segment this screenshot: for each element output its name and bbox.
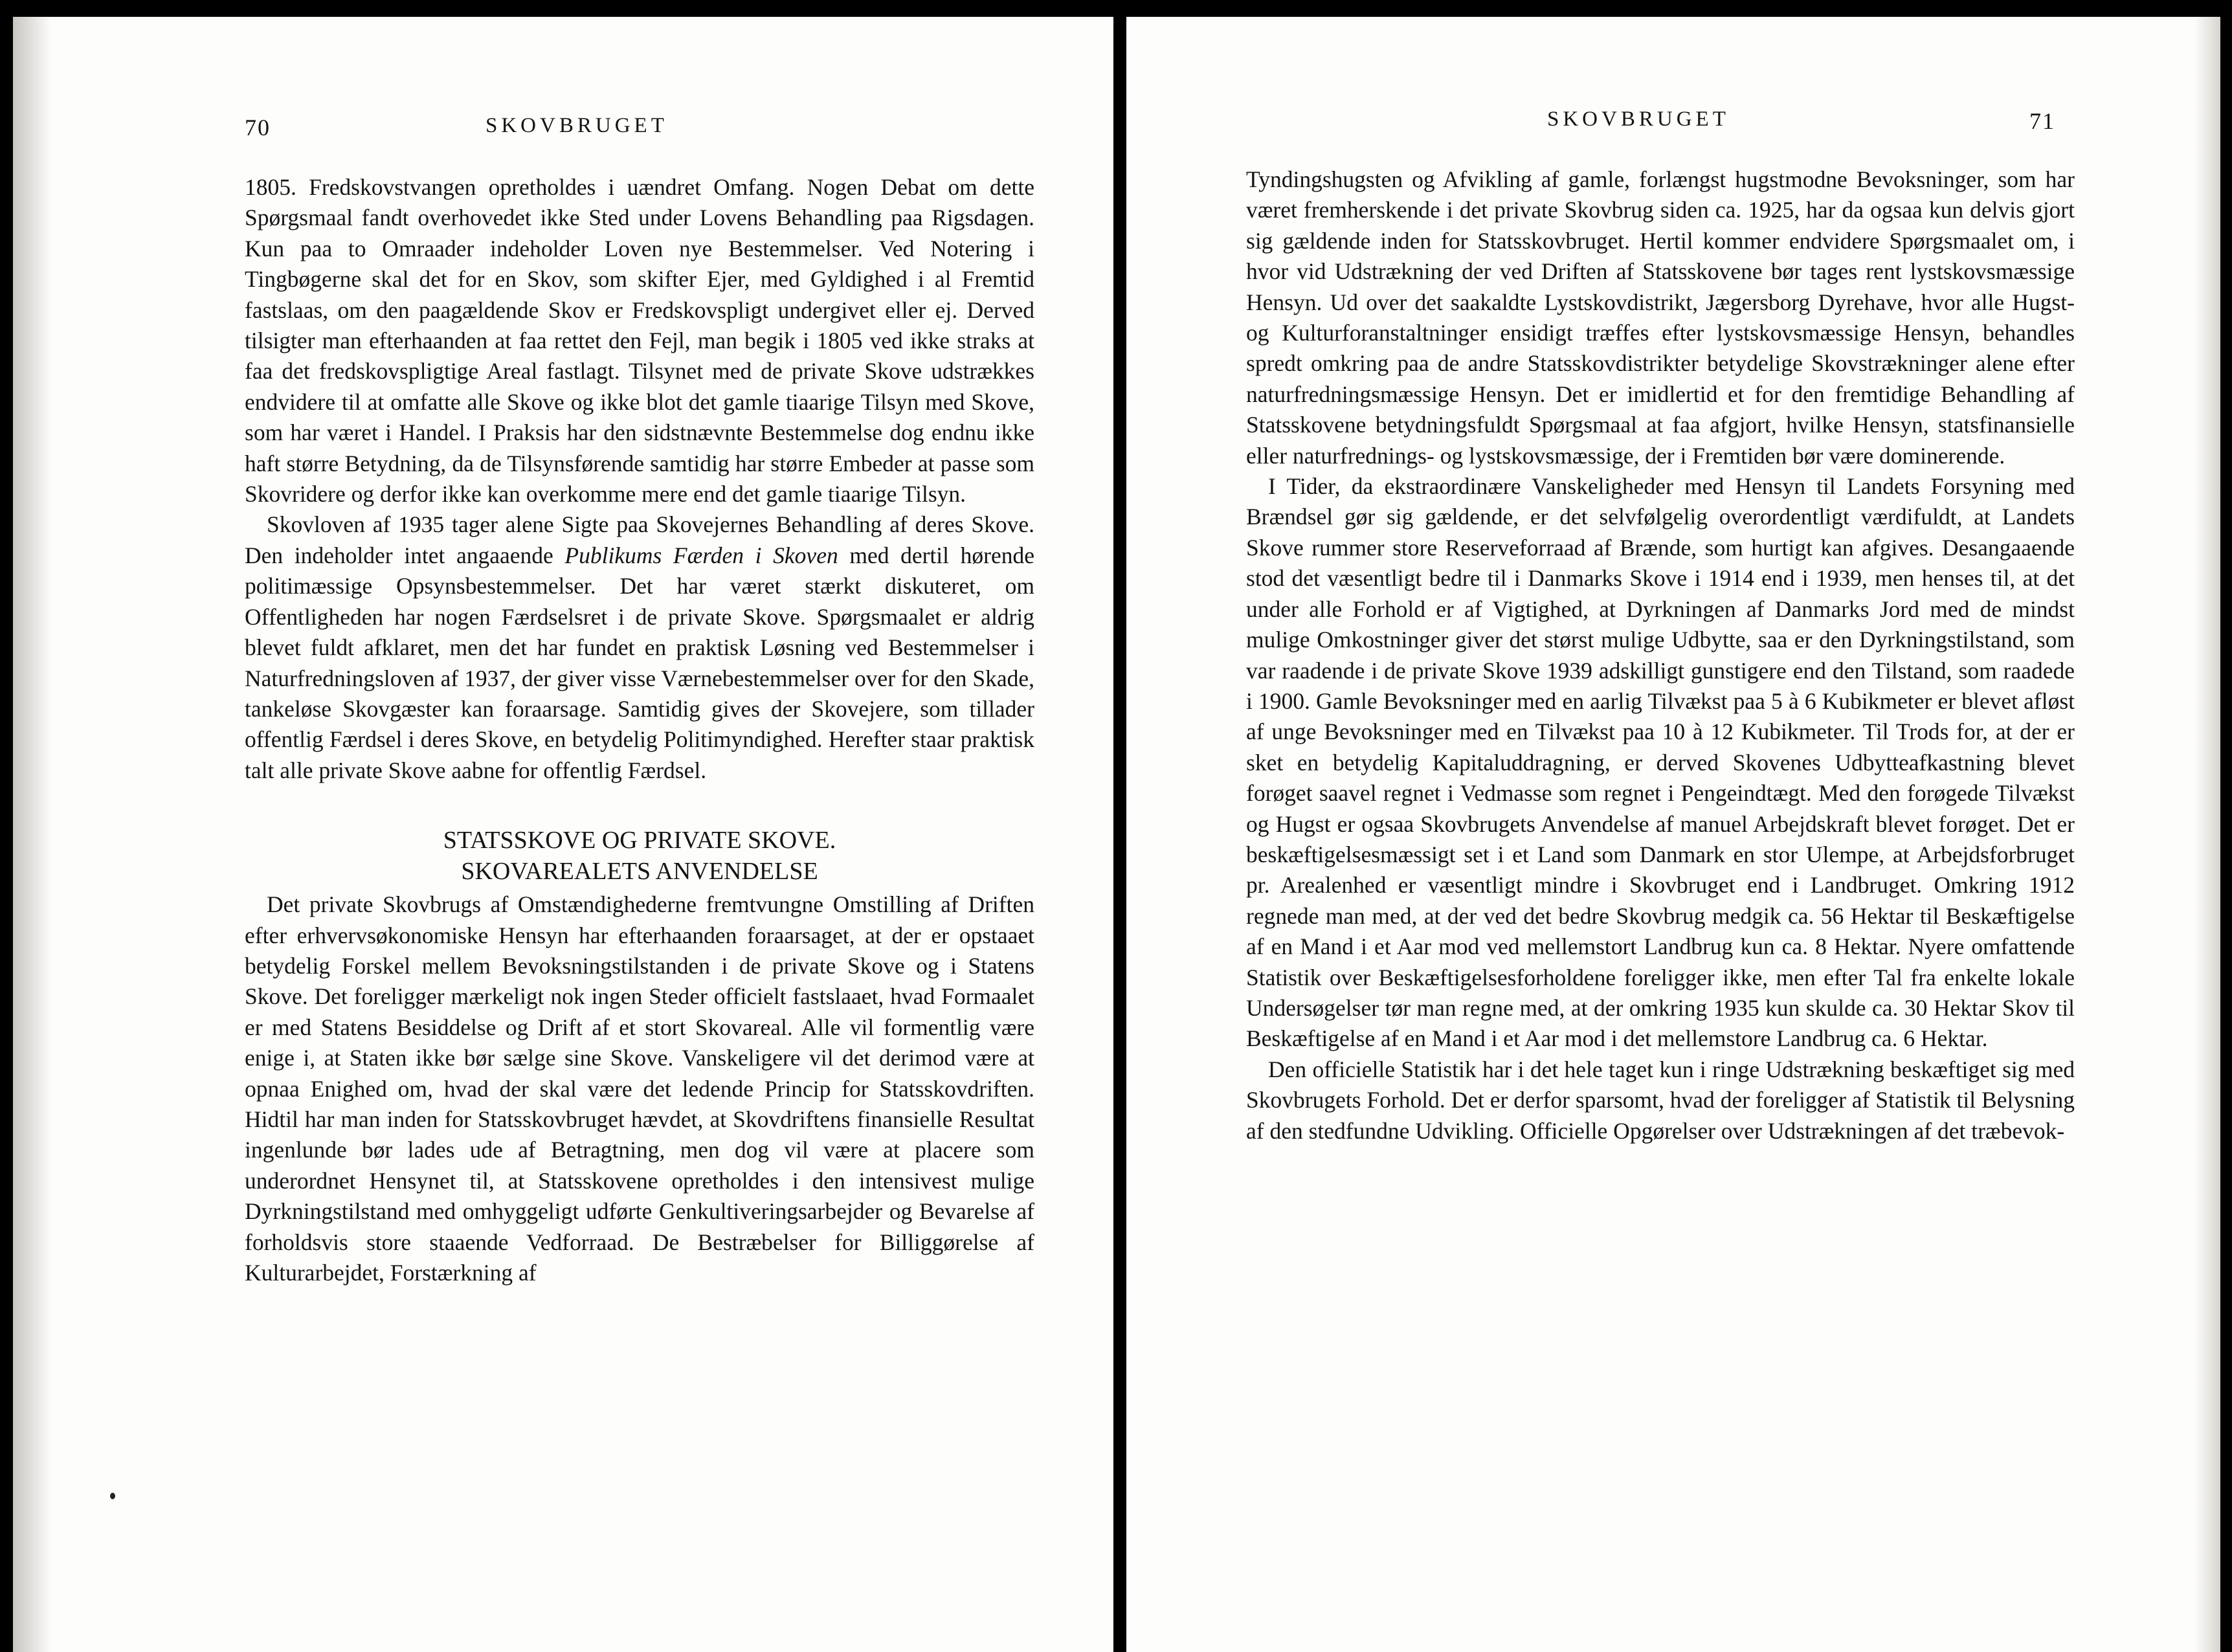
running-title-left: SKOVBRUGET [485, 114, 668, 137]
left-paragraph-2 [245, 509, 1034, 786]
running-title-right: SKOVBRUGET [1547, 107, 1730, 131]
left-page [13, 17, 1113, 1652]
left-page-body [245, 172, 1034, 1288]
left-paragraph-3: Det private Skovbrugs af Omstændighederne fremtvungne Omstilling af Driften efter erhvervsøkonomiske Hensyn har efterhaanden foraarsaget, at der er opstaaet betydelig Forskel mellem Bevoksningstilstanden i de private Skove og i Statens Skove. Det foreligger mærkeligt nok ingen Steder officielt fastslaaet, hvad Formaalet er med Statens Besiddelse og Drift af et stort Skovareal. Alle vil formentlig være enige i, at Staten ikke bør sælge sine Skove. Vanskeligere vil det derimod være at opnaa Enighed om, hvad der skal være det ledende Princip for Statsskovdriften. Hidtil har man inden for Statsskovbruget hævdet, at Skovdriftens finansielle Resultat ingenlunde bør lades ude af Betragtning, men dog vil være at placere som underordnet Hensynet til, at Statsskovene opretholdes i den intensivest mulige Dyrkningstilstand med omhyggeligt udførte Genkultiveringsarbejder og Bevarelse af forholdsvis store staaende Vedforraad. De Bestræbelser for Billiggørelse af Kulturarbejdet, Forstærkning af [245, 891, 1034, 1286]
right-page [1126, 17, 2220, 1652]
left-paragraph-2-part-a: Skovloven af 1935 tager alene Sigte paa Skovejernes Behandling af deres Skove. Den indeholder intet angaaende [245, 511, 1034, 568]
section-heading-line-2: SKOVAREALETS ANVENDELSE [461, 858, 818, 886]
right-paragraph-3: Den officielle Statistik har i det hele taget kun i ringe Udstrækning beskæftiget sig med Skovbrugets Forhold. Det er derfor sparsomt, hvad der foreligger af Statistik til Belysning af den stedfundne Udvikling. Officielle Opgørelser over Udstrækningen af det træbevok- [1246, 1056, 2075, 1144]
page-number-right: 71 [2029, 108, 2055, 134]
right-page-edge-shadow [2194, 17, 2220, 1652]
left-page-edge-shadow [13, 17, 52, 1652]
page-number-left: 70 [245, 115, 271, 140]
section-heading [245, 825, 1034, 887]
right-paragraph-1: Tyndingshugsten og Afvikling af gamle, forlængst hugstmodne Bevoksninger, som har været fremherskende i det private Skovbrug siden ca. 1925, har da ogsaa kun delvis gjort sig gældende inden for Statsskovbruget. Hertil kommer endvidere Spørgsmaalet om, i hvor vid Udstrækning der ved Driften af Statsskovene bør tages rent lystskovsmæssige Hensyn. Ud over det saakaldte Lystskovdistrikt, Jægersborg Dyrehave, hvor alle Hugst- og Kulturforanstaltninger ensidigt træffes efter lystskovsmæssige Hensyn, behandles spredt omkring paa de andre Statsskovdistrikter betydelige Skovstrækninger alene efter naturfredningsmæssige Hensyn. Det er imidlertid et for den fremtidige Behandling af Statsskovene betydningsfuldt Spørgsmaal at faa afgjort, hvilke Hensyn, statsfinansielle eller naturfrednings- og lystskovsmæssige, der i Fremtiden bør være dominerende. [1246, 166, 2075, 469]
left-paragraph-1: 1805. Fredskovstvangen opretholdes i uændret Omfang. Nogen Debat om dette Spørgsmaal fandt overhovedet ikke Sted under Lovens Behandling paa Rigsdagen. Kun paa to Omraader indeholder Loven nye Bestemmelser. Ved Notering i Tingbøgerne skal det for en Skov, som skifter Ejer, med Gyldighed i al Fremtid fastslaas, om den paagældende Skov er Fredskovspligt undergivet eller ej. Derved tilsigter man efterhaanden at faa rettet den Fejl, man begik i 1805 ved ikke straks at faa det fredskovspligtige Areal fastlagt. Tilsynet med de private Skove udstrækkes endvidere til at omfatte alle Skove og ikke blot det gamle tiaarige Tilsyn med Skove, som har været i Handel. I Praksis har den sidstnævnte Bestemmelse dog endnu ikke haft større Betydning, da de Tilsynsførende samtidig har større Embeder at passe som Skovridere og derfor ikke kan overkomme mere end det gamle tiaarige Tilsyn. [245, 174, 1034, 508]
left-paragraph-2-part-b: med dertil hørende politimæssige Opsynsbestemmelser. Det har været stærkt diskuteret, om Offentligheden har nogen Færdselsret i de private Skove. Spørgsmaalet er aldrig blevet fuldt afklaret, men det har fundet en praktisk Løsning ved Bestemmelser i Naturfredningsloven af 1937, der giver visse Værnebestemmelser over for den Skade, tankeløse Skovgæster kan foraarsage. Samtidig gives der Skovejere, som tillader offentlig Færdsel i deres Skove, en betydelig Politimyndighed. Herefter staar praktisk talt alle private Skove aabne for offentlig Færdsel. [245, 542, 1034, 783]
left-paragraph-2-italic: Publikums Færden i Skoven [564, 542, 838, 568]
left-margin-speck [110, 1493, 115, 1499]
section-heading-line-1: STATSSKOVE OG PRIVATE SKOVE. [443, 827, 836, 854]
right-page-body [1246, 164, 2075, 1146]
right-paragraph-2: I Tider, da ekstraordinære Vanskeligheder med Hensyn til Landets Forsyning med Brændsel gør sig gældende, er det selvfølgelig overordentligt værdifuldt, at Landets Skove rummer store Reserveforraad af Brænde, som hurtigt kan afgives. Desangaaende stod det væsentligt bedre til i Danmarks Skove i 1914 end i 1939, men henses til, at det under alle Forhold er af Vigtighed, at Dyrkningen af Danmarks Jord med de mindst mulige Omkostninger giver det størst mulige Udbytte, saa er den Dyrkningstilstand, som var raadende i de private Skove 1939 adskilligt gunstigere end den Tilstand, som raadede i 1900. Gamle Bevoksninger med en aarlig Tilvækst paa 5 à 6 Kubikmeter er blevet afløst af unge Bevoksninger med en Tilvækst paa 10 à 12 Kubikmeter. Til Trods for, at der er sket en betydelig Kapitaluddragning, er derved Skovenes Udbytteafkastning blevet forøget saavel regnet i Vedmasse som regnet i Pengeindtægt. Med den forøgede Tilvækst og Hugst er ogsaa Skovbrugets Anvendelse af manuel Arbejdskraft blevet forøget. Det er beskæftigelsesmæssigt set i et Land som Danmark en stor Ulempe, at Arbejdsforbruget pr. Arealenhed er væsentligt mindre i Skovbruget end i Landbruget. Omkring 1912 regnede man med, at der ved det bedre Skovbrug medgik ca. 56 Hektar til Beskæftigelse af en Mand i et Aar mod ved mellemstort Landbrug kun ca. 8 Hektar. Nyere omfattende Statistik over Beskæftigelsesforholdene foreligger ikke, men efter Tal fra enkelte lokale Undersøgelser tør man regne med, at der omkring 1935 kun skulde ca. 30 Hektar Skov til Beskæftigelse af en Mand i et Aar mod i det mellemstore Landbrug ca. 6 Hektar. [1246, 473, 2075, 1052]
